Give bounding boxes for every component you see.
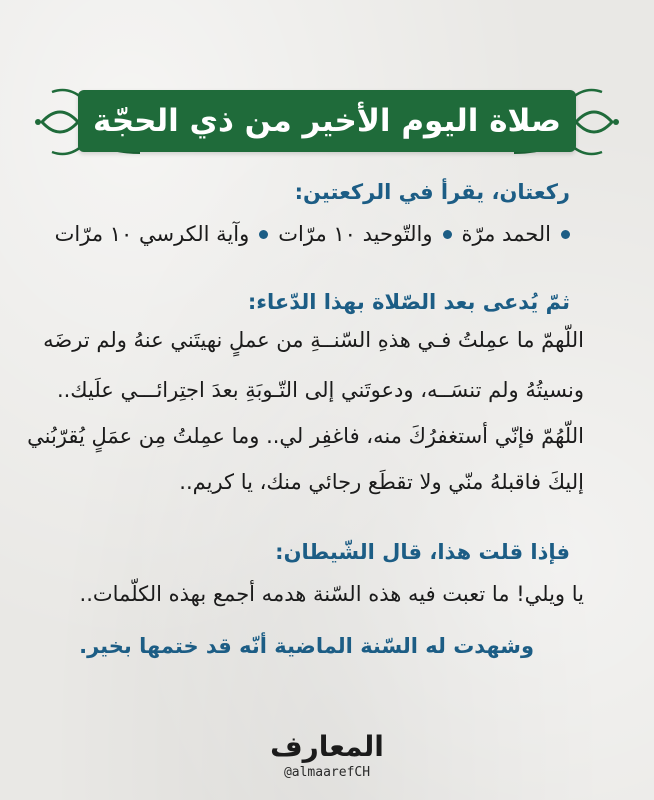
dua-line: إليكَ فاقبلهُ منّي ولا تقطَع رجائي منك، يا كريم.. (179, 470, 584, 494)
bullet-dot-icon (443, 230, 452, 239)
closing-statement: وشهدت له السّنة الماضية أنّه قد ختمها بخير. (79, 634, 534, 658)
page-title: صلاة اليوم الأخير من ذي الحجّة (93, 103, 561, 139)
section-heading-dua: ثمّ يُدعى بعد الصّلاة بهذا الدّعاء: (247, 290, 570, 314)
title-banner (0, 72, 654, 172)
section-heading-shaytan: فإذا قلت هذا، قال الشّيطان: (275, 540, 570, 564)
bullet-dot-icon (259, 230, 268, 239)
logo-wordmark: المعارف (270, 730, 384, 763)
list-item: الحمد مرّة (461, 222, 551, 246)
channel-logo (0, 730, 654, 780)
dua-line: ونسيتُهُ ولم تنسَــه، ودعوتَني إلى التّـوبَةِ بعدَ اجتِرائـــي علَيك.. (56, 378, 584, 402)
list-item: وآية الكرسي ١٠ مرّات (54, 222, 250, 246)
recitation-list (55, 222, 570, 246)
shaytan-quote: يا ويلي! ما تعبت فيه هذه السّنة هدمه أجمع بهذه الكلّمات.. (79, 582, 584, 606)
dua-line: اللّهمّ ما عمِلتُ فـي هذهِ السّنــةِ من عملٍ نهيتَني عنهُ ولم ترضَه (43, 328, 584, 352)
bullet-dot-icon (561, 230, 570, 239)
list-item: والتّوحيد ١٠ مرّات (278, 222, 433, 246)
section-heading-rakaat: ركعتان، يقرأ في الركعتين: (294, 180, 570, 204)
channel-handle: @almaarefCH (283, 765, 371, 780)
banner-body (78, 90, 576, 152)
dua-line: اللّهُمّ فإنّي أستغفرُكَ منه، فاغفِر لي.. وما عمِلتُ مِن عمَلٍ يُقرّبُني (27, 424, 584, 448)
